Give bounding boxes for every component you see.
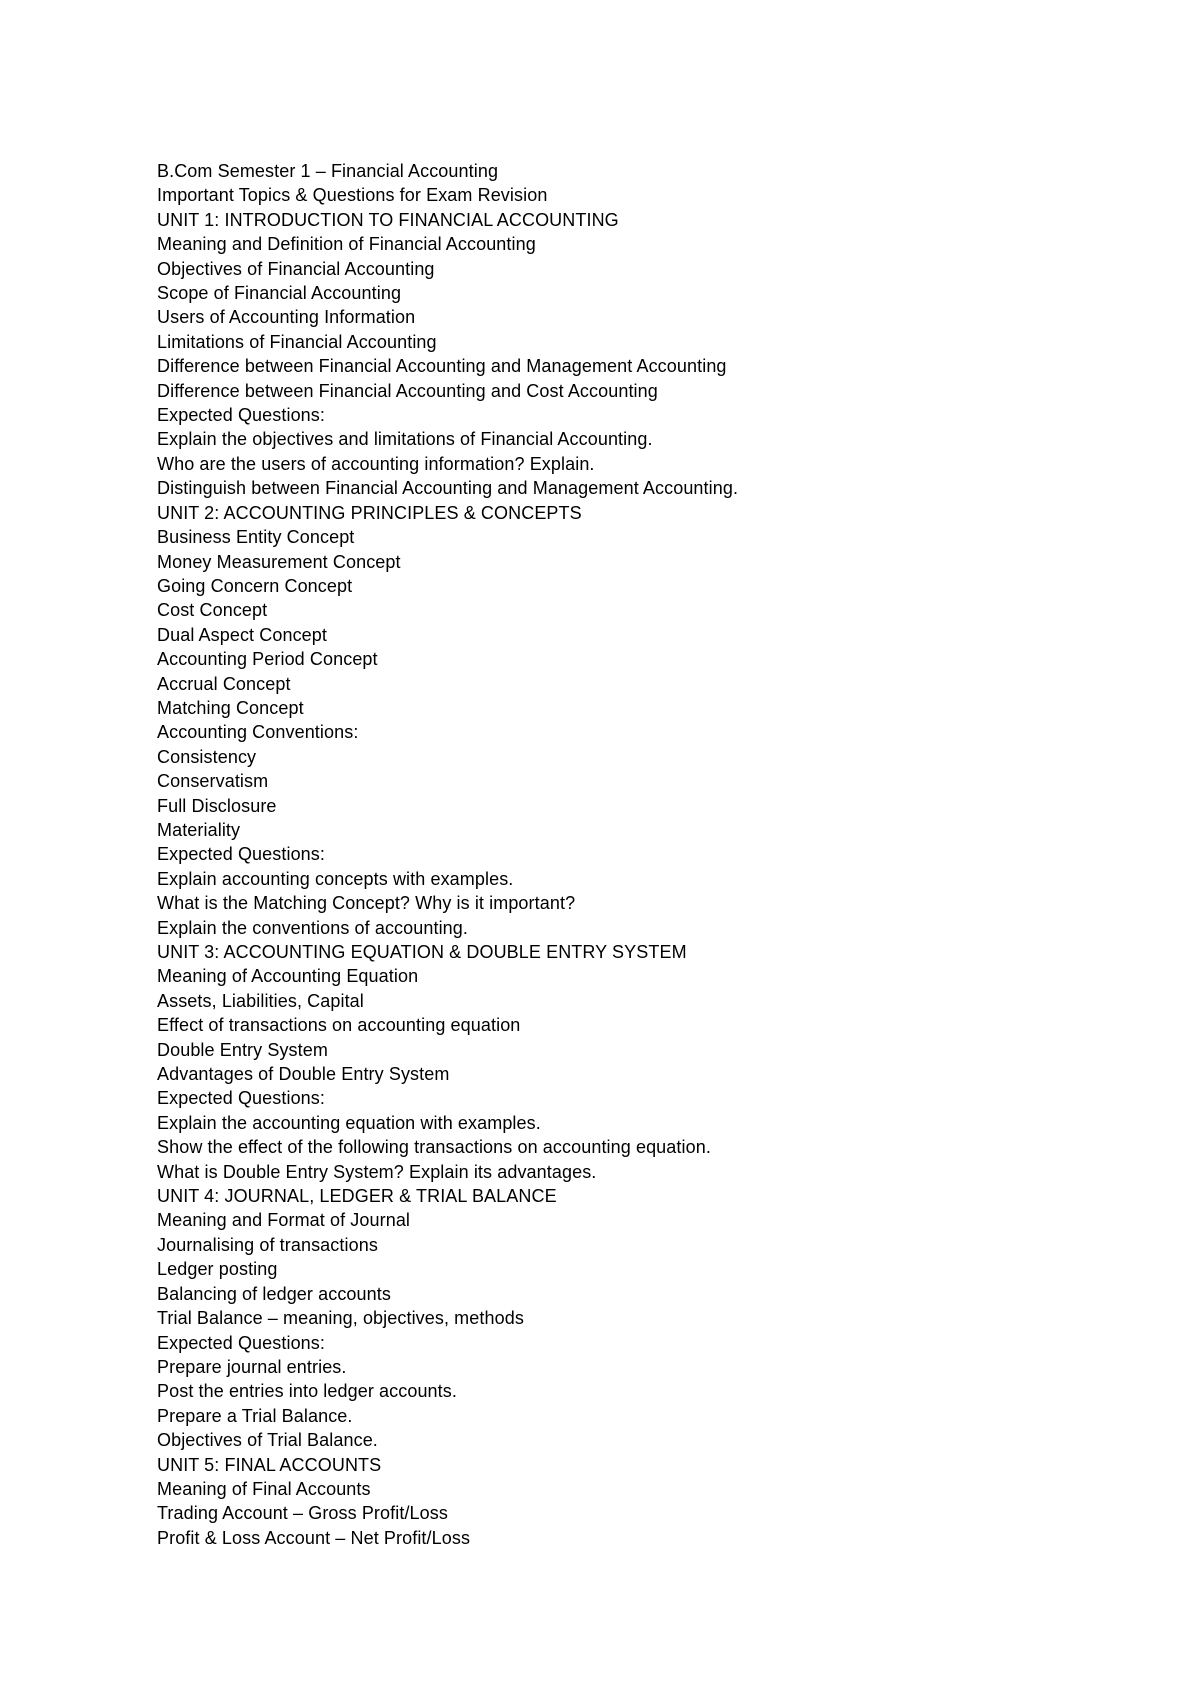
document-subtitle: Important Topics & Questions for Exam Revision	[157, 185, 548, 206]
topic-line: Journalising of transactions	[157, 1234, 378, 1255]
question-line: Post the entries into ledger accounts.	[157, 1381, 457, 1402]
question-line: Prepare a Trial Balance.	[157, 1405, 353, 1426]
unit-2-heading: UNIT 2: ACCOUNTING PRINCIPLES & CONCEPTS	[157, 502, 582, 523]
unit-3-heading: UNIT 3: ACCOUNTING EQUATION & DOUBLE ENTRY SYSTEM	[157, 942, 687, 962]
topic-line: Objectives of Financial Accounting	[157, 258, 435, 279]
topic-line: Meaning and Format of Journal	[157, 1210, 411, 1231]
topic-line: Trading Account – Gross Profit/Loss	[157, 1503, 448, 1524]
topic-line: Materiality	[157, 819, 241, 840]
document-body	[157, 159, 1157, 1550]
conventions-heading: Accounting Conventions:	[157, 722, 359, 743]
topic-line: Users of Accounting Information	[157, 307, 416, 328]
question-line: Distinguish between Financial Accounting and Management Accounting.	[157, 478, 739, 499]
topic-line: Assets, Liabilities, Capital	[157, 990, 364, 1011]
topic-line: Difference between Financial Accounting and Cost Accounting	[157, 380, 658, 401]
topic-line: Trial Balance – meaning, objectives, methods	[157, 1308, 524, 1329]
topic-line: Profit & Loss Account – Net Profit/Loss	[157, 1527, 471, 1548]
topic-line: Dual Aspect Concept	[157, 624, 327, 645]
question-line: Explain the accounting equation with examples.	[157, 1112, 541, 1133]
topic-line: Difference between Financial Accounting and Management Accounting	[157, 356, 727, 377]
question-line: Explain the objectives and limitations of Financial Accounting.	[157, 429, 653, 450]
question-line: Who are the users of accounting information? Explain.	[157, 453, 595, 474]
document-title: B.Com Semester 1 – Financial Accounting	[157, 161, 499, 181]
topic-line: Cost Concept	[157, 600, 268, 621]
topic-line: Advantages of Double Entry System	[157, 1064, 450, 1085]
topic-line: Meaning of Accounting Equation	[157, 966, 419, 987]
unit-1-heading: UNIT 1: INTRODUCTION TO FINANCIAL ACCOUNTING	[157, 209, 619, 230]
topic-line: Money Measurement Concept	[157, 551, 401, 572]
question-line: Explain the conventions of accounting.	[157, 917, 469, 938]
question-line: What is Double Entry System? Explain its advantages.	[157, 1161, 597, 1182]
topic-line: Balancing of ledger accounts	[157, 1283, 391, 1304]
question-line: Objectives of Trial Balance.	[157, 1430, 378, 1451]
topic-line: Business Entity Concept	[157, 527, 355, 548]
topic-line: Conservatism	[157, 771, 269, 792]
topic-line: Meaning of Final Accounts	[157, 1478, 371, 1499]
topic-line: Going Concern Concept	[157, 575, 353, 596]
topic-line: Meaning and Definition of Financial Accounting	[157, 234, 536, 255]
topic-line: Double Entry System	[157, 1039, 328, 1060]
topic-line: Effect of transactions on accounting equation	[157, 1015, 521, 1036]
topic-line: Accrual Concept	[157, 673, 291, 694]
expected-questions-heading: Expected Questions:	[157, 844, 325, 865]
expected-questions-heading: Expected Questions:	[157, 1088, 325, 1109]
topic-line: Limitations of Financial Accounting	[157, 331, 437, 352]
unit-4-heading: UNIT 4: JOURNAL, LEDGER & TRIAL BALANCE	[157, 1186, 557, 1207]
expected-questions-heading: Expected Questions:	[157, 1332, 325, 1353]
topic-line: Accounting Period Concept	[157, 649, 378, 670]
topic-line: Full Disclosure	[157, 795, 277, 816]
expected-questions-heading: Expected Questions:	[157, 405, 325, 426]
unit-5-heading: UNIT 5: FINAL ACCOUNTS	[157, 1454, 382, 1475]
topic-line: Scope of Financial Accounting	[157, 283, 402, 304]
question-line: What is the Matching Concept? Why is it important?	[157, 893, 576, 914]
topic-line: Matching Concept	[157, 697, 304, 718]
topic-line: Consistency	[157, 746, 257, 767]
question-line: Prepare journal entries.	[157, 1356, 347, 1377]
question-line: Explain accounting concepts with examples.	[157, 868, 514, 889]
topic-line: Ledger posting	[157, 1259, 278, 1280]
question-line: Show the effect of the following transactions on accounting equation.	[157, 1137, 711, 1158]
